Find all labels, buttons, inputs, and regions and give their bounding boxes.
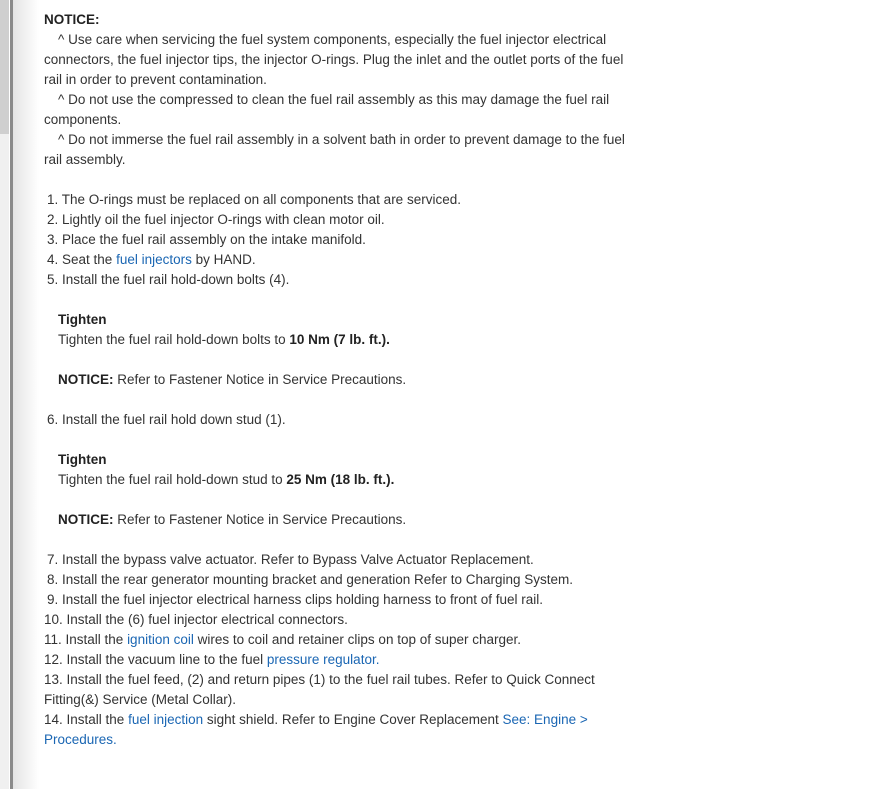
- notice-item-line: components.: [44, 112, 122, 127]
- tighten-text: Tighten the fuel rail hold-down bolts to: [58, 332, 290, 347]
- step-text: wires to coil and retainer clips on top of super charger.: [193, 632, 522, 647]
- fastener-notice: [44, 510, 664, 530]
- document-body: [44, 10, 664, 750]
- step-8: 8. Install the rear generator mounting bracket and generation Refer to Charging System.: [47, 572, 574, 587]
- notice-item-line: ^ Do not use the compressed to clean the fuel rail assembly as this may damage the fuel rail: [58, 92, 610, 107]
- step-13-cont: Fitting(&) Service (Metal Collar).: [44, 692, 237, 707]
- step-12: [44, 650, 664, 670]
- step-text: 12. Install the vacuum line to the fuel: [44, 652, 267, 667]
- scrollbar-track[interactable]: [0, 0, 9, 789]
- pane-shadow: [13, 0, 39, 789]
- tighten-heading: Tighten: [58, 312, 107, 327]
- scrollbar-thumb[interactable]: [0, 0, 9, 134]
- torque-value: 25 Nm (18 lb. ft.).: [286, 472, 395, 487]
- step-6: 6. Install the fuel rail hold down stud (1).: [47, 412, 286, 427]
- tighten-spec: [44, 470, 664, 490]
- tighten-text: Tighten the fuel rail hold-down stud to: [58, 472, 287, 487]
- notice-text: Refer to Fastener Notice in Service Precautions.: [113, 372, 407, 387]
- step-text: 4. Seat the: [47, 252, 117, 267]
- step-13: 13. Install the fuel feed, (2) and return pipes (1) to the fuel rail tubes. Refer to Quick Connect: [44, 672, 595, 687]
- step-text: 14. Install the: [44, 712, 129, 727]
- step-5: 5. Install the fuel rail hold-down bolts (4).: [47, 272, 290, 287]
- tighten-spec: [44, 330, 664, 350]
- step-3: 3. Place the fuel rail assembly on the intake manifold.: [47, 232, 366, 247]
- link-procedures[interactable]: Procedures.: [44, 732, 117, 747]
- link-see-engine[interactable]: See: Engine >: [502, 712, 588, 727]
- step-1: 1. The O-rings must be replaced on all components that are serviced.: [47, 192, 461, 207]
- step-10: 10. Install the (6) fuel injector electrical connectors.: [44, 612, 348, 627]
- notice-label: NOTICE:: [58, 512, 114, 527]
- torque-value: 10 Nm (7 lb. ft.).: [289, 332, 390, 347]
- notice-text: Refer to Fastener Notice in Service Precautions.: [113, 512, 407, 527]
- fastener-notice: [44, 370, 664, 390]
- step-text: sight shield. Refer to Engine Cover Replacement: [203, 712, 503, 727]
- notice-heading: NOTICE:: [44, 12, 100, 27]
- step-text: by HAND.: [191, 252, 256, 267]
- notice-label: NOTICE:: [58, 372, 114, 387]
- notice-item-line: ^ Use care when servicing the fuel system components, especially the fuel injector electrical: [58, 32, 607, 47]
- step-11: [44, 630, 664, 650]
- link-pressure-regulator[interactable]: pressure regulator.: [266, 652, 380, 667]
- step-9: 9. Install the fuel injector electrical harness clips holding harness to front of fuel rail.: [47, 592, 544, 607]
- notice-item-line: connectors, the fuel injector tips, the injector O-rings. Plug the inlet and the outlet ports of the fuel: [44, 52, 624, 67]
- step-2: 2. Lightly oil the fuel injector O-rings with clean motor oil.: [47, 212, 385, 227]
- step-7: 7. Install the bypass valve actuator. Refer to Bypass Valve Actuator Replacement.: [47, 552, 534, 567]
- notice-item-line: ^ Do not immerse the fuel rail assembly in a solvent bath in order to prevent damage to the fuel: [58, 132, 625, 147]
- link-fuel-injectors[interactable]: fuel injectors: [116, 252, 192, 267]
- step-4: [44, 250, 664, 270]
- tighten-heading: Tighten: [58, 452, 107, 467]
- link-ignition-coil[interactable]: ignition coil: [127, 632, 194, 647]
- notice-item-line: rail in order to prevent contamination.: [44, 72, 267, 87]
- step-text: 11. Install the: [44, 632, 128, 647]
- step-14-cont: [44, 730, 664, 750]
- notice-item-line: rail assembly.: [44, 152, 126, 167]
- link-fuel-injection[interactable]: fuel injection: [128, 712, 204, 727]
- step-14: [44, 710, 664, 730]
